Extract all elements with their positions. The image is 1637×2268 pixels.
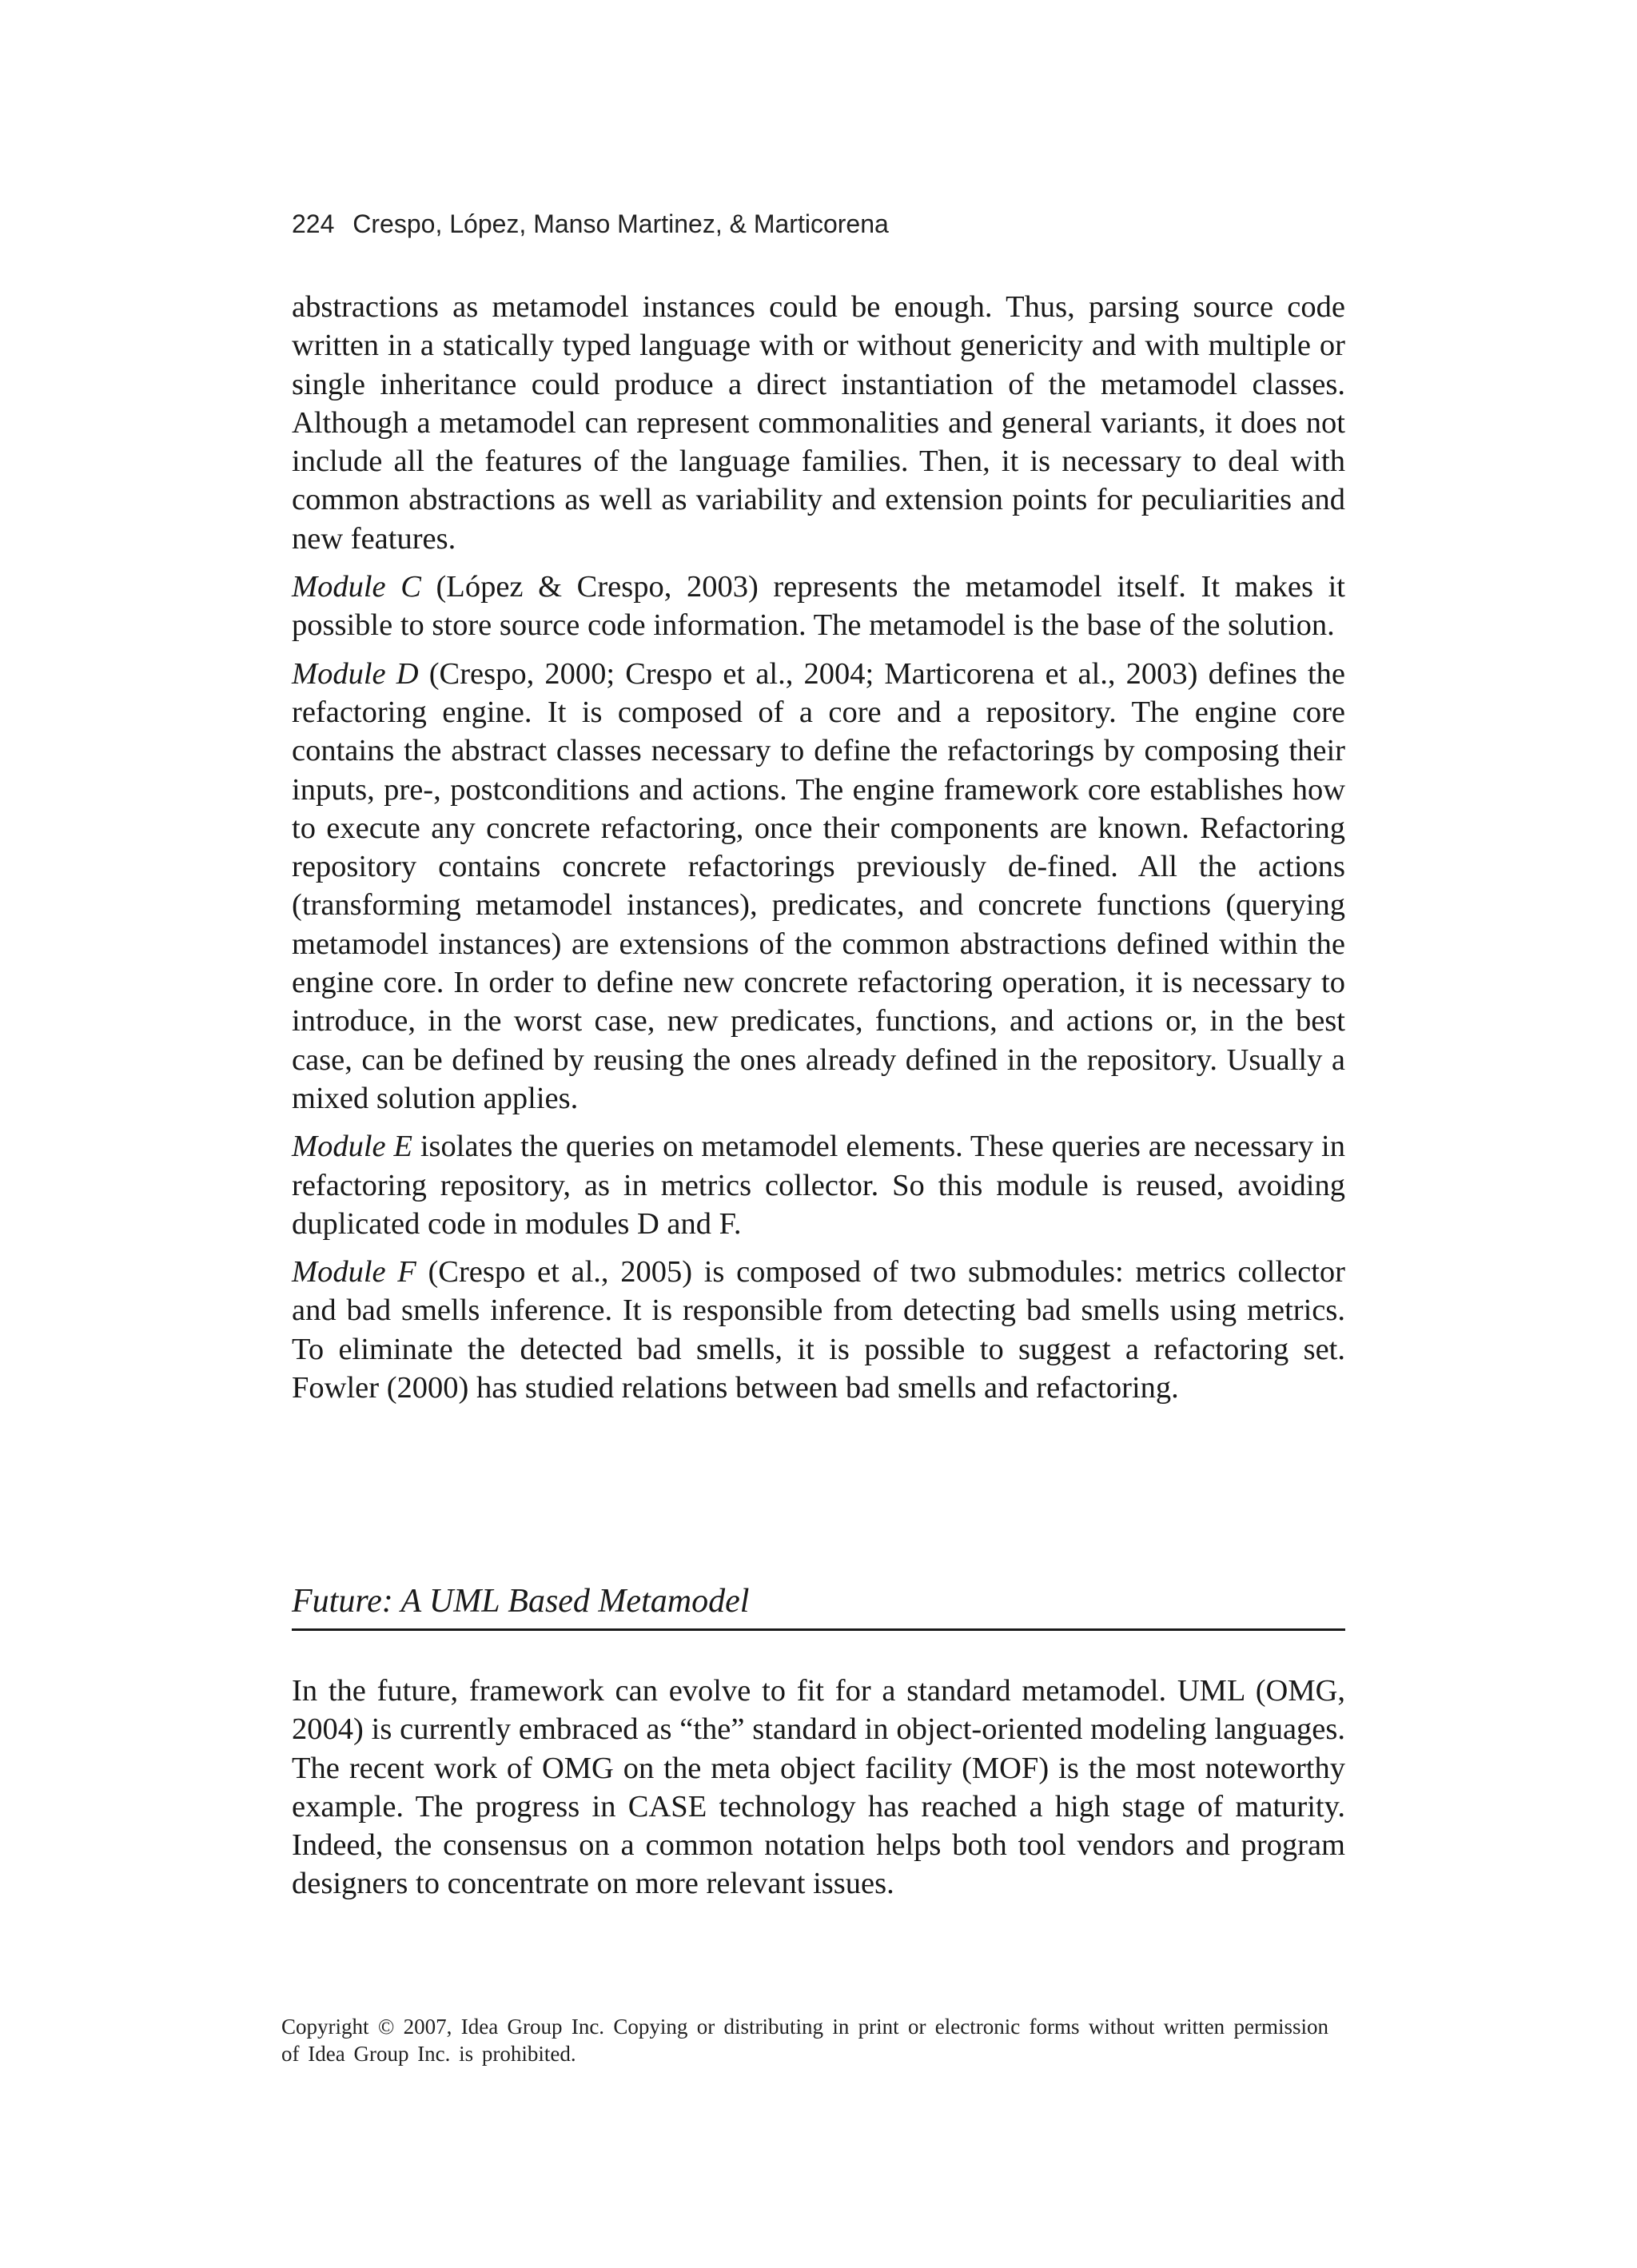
module-c-text: (López & Crespo, 2003) represents the metamodel itself. It makes it possible to store source code information. The metamodel is the base of the solution. [292,570,1345,643]
paragraph-module-c [292,568,1345,645]
section-paragraph: In the future, framework can evolve to fit for a standard metamodel. UML (OMG, 2004) is currently embraced as “the” standard in object-oriented modeling languages. The recent work of OMG on the meta object facility (MOF) is the most noteworthy example. The progress in CASE technology has reached a high stage of maturity. Indeed, the consensus on a common notation helps both tool vendors and program designers to concentrate on more relevant issues. [292,1674,1345,1901]
paragraph-module-d [292,655,1345,1118]
module-f-text: (Crespo et al., 2005) is composed of two submodules: metrics collector and bad smells inference. It is responsible from detecting bad smells using metrics. To eliminate the detected bad smells, it is possible to suggest a refactoring set. Fowler (2000) has studied relations between bad smells and refactoring. [292,1255,1346,1405]
module-f-label: Module F [292,1255,416,1289]
module-d-label: Module D [292,656,419,691]
main-body [292,288,1345,1417]
paragraph-1: abstractions as metamodel instances could be enough. Thus, parsing source code written in a statically typed language with or without genericity and with multiple or single inheritance could produce a direct instantiation of the metamodel classes. Although a metamodel can represent commonalities and general variants, it does not include all the features of the language families. Then, it is necessary to deal with common abstractions as well as variability and extension points for peculiarities and new features. [292,290,1345,556]
header-authors: Crespo, López, Manso Martinez, & Marticorena [352,209,889,238]
page-number: 224 [292,209,335,238]
module-c-label: Module C [292,570,421,604]
running-header [292,209,889,239]
paragraph-module-f [292,1253,1345,1407]
module-e-label: Module E [292,1130,412,1164]
module-e-text: isolates the queries on metamodel elements. These queries are necessary in refactoring repository, as in metrics collector. So this module is reused, avoiding duplicated code in modules D and F. [292,1130,1346,1241]
paragraph-module-e [292,1127,1345,1243]
section-heading: Future: A UML Based Metamodel [292,1580,1345,1631]
section-body [292,1672,1345,1903]
module-d-text: (Crespo, 2000; Crespo et al., 2004; Marticorena et al., 2003) defines the refactoring engine. It is composed of a core and a repository. The engine core contains the abstract classes necessary to define the refactorings by composing their inputs, pre-, postconditions and actions. The engine framework core establishes how to execute any concrete refactoring, once their components are known. Refactoring repository contains concrete refactorings previously de-fined. All the actions (transforming metamodel instances), predicates, and concrete functions (querying metamodel instances) are extensions of the common abstractions defined within the engine core. In order to define new concrete refactoring operation, it is necessary to introduce, in the worst case, new predicates, functions, and actions or, in the best case, can be defined by reusing the ones already defined in the repository. Usually a mixed solution applies. [292,656,1345,1115]
copyright-notice: Copyright © 2007, Idea Group Inc. Copying or distributing in print or electronic forms without written permission of Idea Group Inc. is prohibited. [281,2015,1328,2066]
